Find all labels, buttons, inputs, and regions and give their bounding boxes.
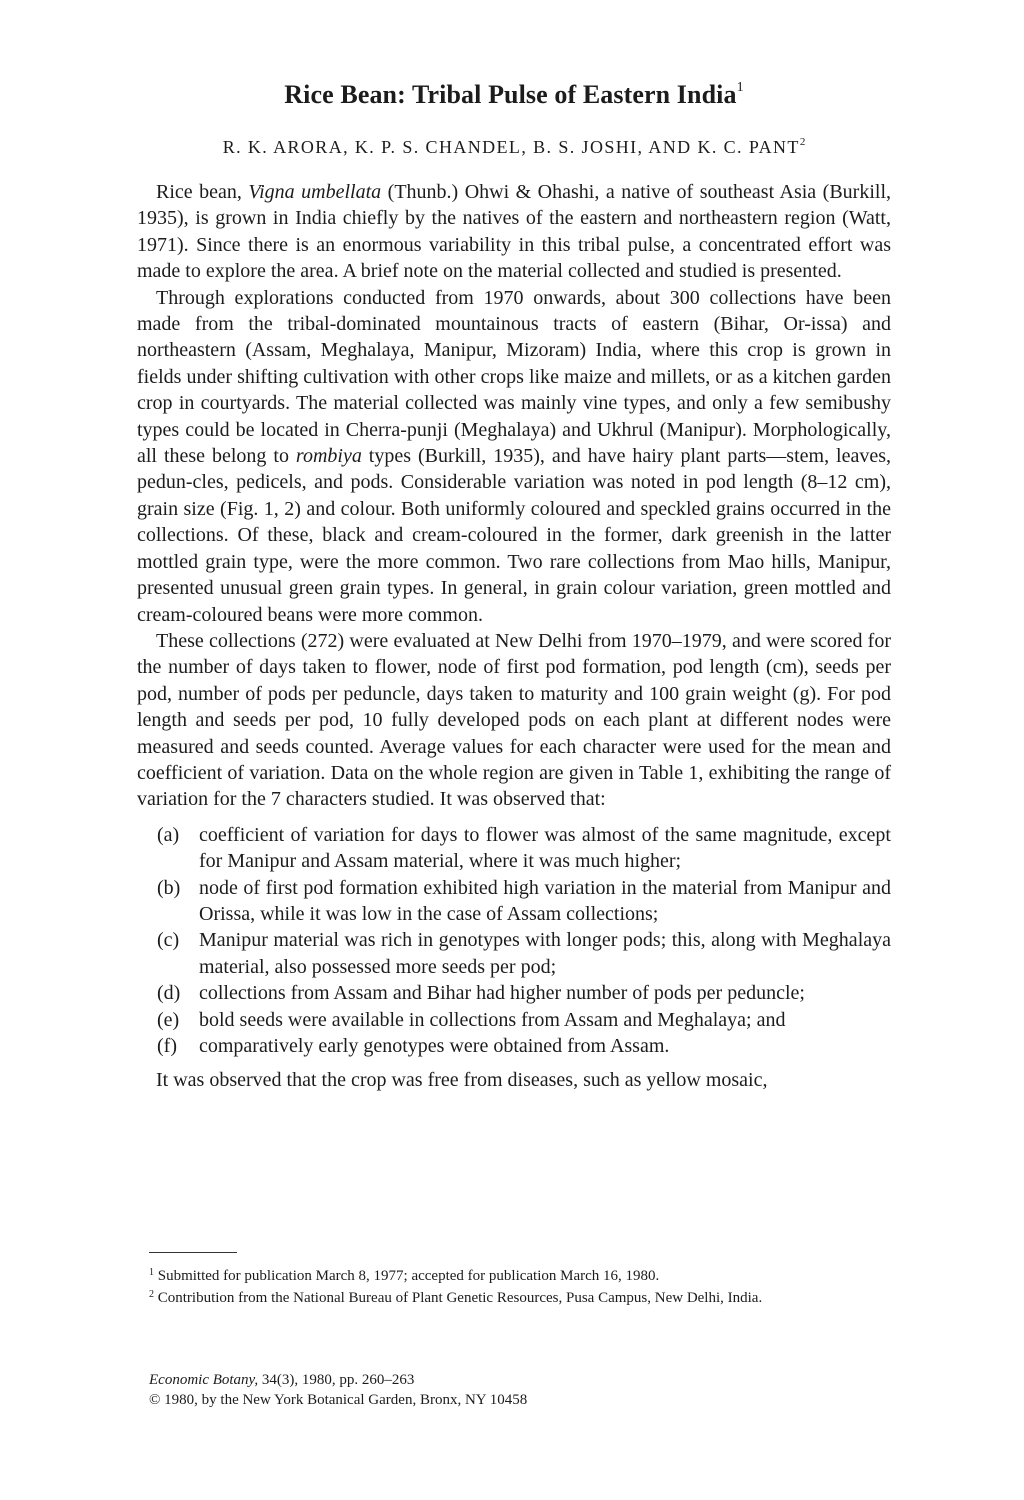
list-text: collections from Assam and Bihar had higher number of pods per peduncle;	[199, 982, 805, 1005]
type-name: rombiya	[295, 445, 362, 468]
journal-details: 34(3), 1980, pp. 260–263	[258, 1372, 415, 1388]
paragraph-intro	[137, 179, 891, 285]
list-item	[157, 1007, 891, 1033]
list-text: Manipur material was rich in genotypes with longer pods; this, along with Meghalaya material, also possessed more seeds per pod;	[199, 929, 891, 978]
list-label: (c)	[157, 929, 180, 952]
footnote-text: Contribution from the National Bureau of Plant Genetic Resources, Pusa Campus, New Delhi, India.	[157, 1290, 763, 1306]
footnote	[137, 1287, 891, 1309]
list-text: comparatively early genotypes were obtained from Assam.	[199, 1035, 670, 1057]
journal-line	[149, 1370, 527, 1390]
authors-text: R. K. ARORA, K. P. S. CHANDEL, B. S. JOSHI, AND K. C. PANT	[222, 137, 800, 157]
footnotes	[137, 1252, 891, 1309]
list-item	[157, 927, 891, 980]
observations-list	[137, 822, 891, 1060]
footnote	[137, 1265, 891, 1287]
copyright-line: © 1980, by the New York Botanical Garden, Bronx, NY 10458	[149, 1392, 528, 1408]
footnote-mark: 1	[149, 1267, 154, 1278]
list-item	[157, 1033, 891, 1059]
journal-citation	[149, 1370, 527, 1410]
article-title	[137, 78, 891, 112]
authors-footnote-mark: 2	[799, 136, 806, 148]
paragraph-evaluation: These collections (272) were evaluated at New Delhi from 1970–1979, and were scored for the number of days taken to flower, node of first pod formation, pod length (cm), seeds per pod, number of pods per peduncle, days taken to maturity and 100 grain weight (g). For pod length and seeds per pod, 10 fully developed pods on each plant at different nodes were measured and seeds counted. Average values for each character were used for the mean and coefficient of variation. Data on the whole region are given in Table 1, exhibiting the range of variation for the 7 characters studied. It was observed that:	[137, 629, 891, 811]
list-label: (a)	[157, 823, 180, 846]
author-list	[137, 134, 891, 160]
paragraph-diseases: It was observed that the crop was free from diseases, such as yellow mosaic,	[156, 1069, 768, 1092]
p1-text-b: (Thunb.) Ohwi & Ohashi, a native of southeast Asia (Burkill, 1935), is grown in India chiefly by the natives of the eastern and northeastern region (Watt, 1971). Since there is an enormous variability in this tribal pulse, a concentrated effort was made to explore the area. A brief note on the material collected and studied is presented.	[137, 181, 892, 283]
list-text: node of first pod formation exhibited high variation in the material from Manipur and Orissa, while it was low in the case of Assam collections;	[199, 876, 891, 925]
list-label: (f)	[157, 1035, 177, 1057]
footnote-text: Submitted for publication March 8, 1977; accepted for publication March 16, 1980.	[157, 1268, 660, 1284]
list-text: bold seeds were available in collections from Assam and Meghalaya; and	[199, 1008, 786, 1031]
title-footnote-mark: 1	[736, 80, 744, 95]
list-item	[157, 875, 891, 928]
list-text: coefficient of variation for days to flower was almost of the same magnitude, except for Manipur and Assam material, where it was much higher;	[199, 823, 891, 873]
footnote-divider	[149, 1252, 237, 1253]
title-text: Rice Bean: Tribal Pulse of Eastern India	[284, 80, 737, 109]
list-label: (d)	[157, 982, 181, 1005]
list-item	[157, 980, 891, 1006]
journal-name: Economic Botany,	[149, 1372, 259, 1388]
list-label: (e)	[157, 1008, 180, 1031]
list-item	[157, 822, 891, 875]
p2-text-b: types (Burkill, 1935), and have hairy plant parts—stem, leaves, pedun-cles, pedicels, and pods. Considerable variation was noted in pod length (8–12 cm), grain size (Fig. 1, 2) and colour. Both uniformly coloured and speckled grains occurred in the collections. Of these, black and cream-coloured in the former, dark greenish in the latter mottled grain type, were the more common. Two rare collections from Mao hills, Manipur, presented unusual green grain types. In general, in grain colour variation, green mottled and cream-coloured beans were more common.	[137, 445, 891, 626]
list-label: (b)	[157, 876, 181, 899]
paragraph-explorations	[137, 285, 891, 628]
footnote-mark: 2	[149, 1289, 154, 1300]
species-name: Vigna umbellata	[248, 181, 382, 203]
p1-text-a: Rice bean,	[156, 181, 249, 203]
p2-text-a: Through explorations conducted from 1970 onwards, about 300 collections have been made from the tribal-dominated mountainous tracts of eastern (Bihar, Or-issa) and northeastern (Assam, Meghalaya, Manipur, Mizoram) India, where this crop is grown in fields under shifting cultivation with other crops like maize and millets, or as a kitchen garden crop in courtyards. The material collected was mainly vine types, and only a few semibushy types could be located in Cherra-punji (Meghalaya) and Ukhrul (Manipur). Morphologically, all these belong to	[137, 286, 891, 468]
